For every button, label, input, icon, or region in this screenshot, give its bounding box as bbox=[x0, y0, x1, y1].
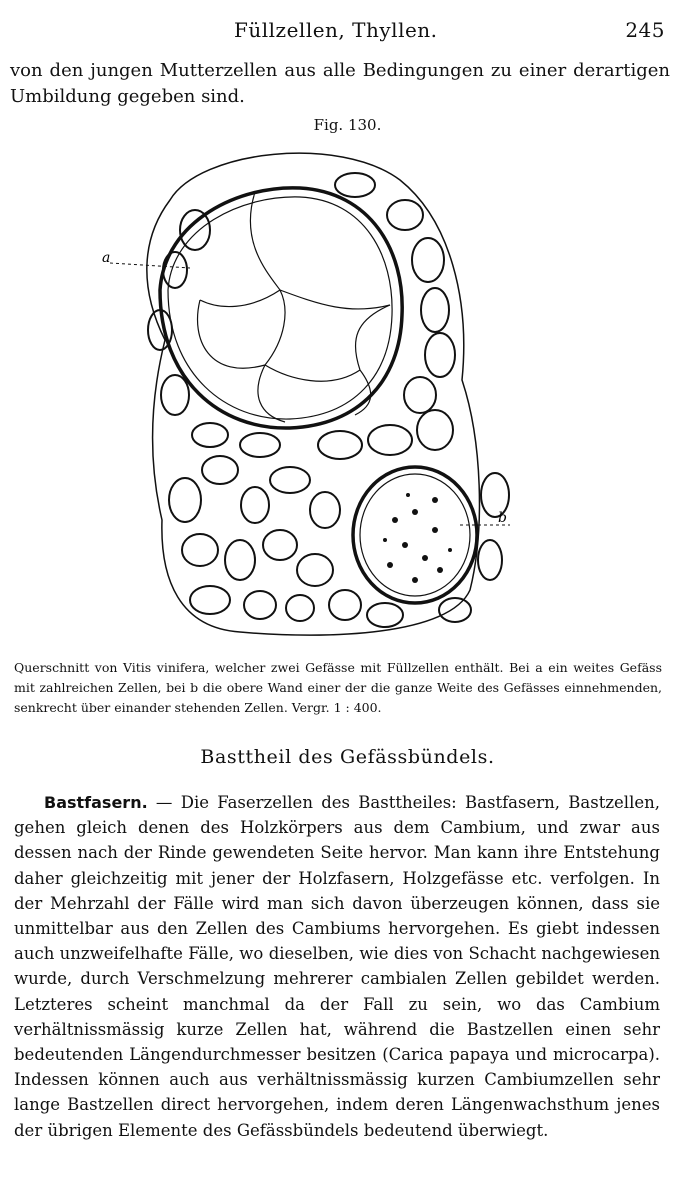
figure-caption: Querschnitt von Vitis vinifera, welcher zwei Gefässe mit Füllzellen enthält. Bei a ein weites Gefäss mit zahlreichen Zellen, bei b die obere Wand einer der die ganze Weite des Gefässes einnehmenden, senkrecht über einander stehenden Zellen. Vergr. 1 : 400. bbox=[14, 660, 662, 715]
section-heading: Basttheil des Gefässbündels. bbox=[200, 746, 495, 768]
figure-marker-b: b bbox=[498, 510, 507, 526]
running-head-title: Füllzellen, Thyllen. bbox=[234, 18, 438, 42]
running-head bbox=[14, 18, 665, 46]
figure-illustration bbox=[90, 140, 510, 640]
paragraph-lead: Bastfasern. bbox=[44, 793, 148, 812]
figure-label: Fig. 130. bbox=[313, 116, 382, 134]
intro-paragraph: von den jungen Mutterzellen aus alle Bedingungen zu einer derartigen Umbildung gegeben sind. bbox=[10, 60, 670, 107]
page-number: 245 bbox=[625, 18, 665, 42]
cross-section-drawing bbox=[90, 140, 510, 640]
body-paragraph bbox=[14, 790, 660, 1143]
figure-marker-a: a bbox=[102, 250, 111, 266]
paragraph-text: — Die Faserzellen des Basttheiles: Bastfasern, Bastzellen, gehen gleich denen des Holzkörpers aus dem Cambium, und zwar aus dessen nach der Rinde gewendeten Seite hervor. Man kann ihre Entstehung daher gleichzeitig mit jener der Holzfasern, Holzgefässe etc. verfolgen. In der Mehrzahl der Fälle wird man sich davon überzeugen können, dass sie unmittelbar aus den Zellen des Cambiums hervorgehen. Es giebt indessen auch unzweifelhafte Fälle, wo dieselben, wie dies von Schacht nachgewiesen wurde, durch Verschmelzung mehrerer cambialen Zellen gebildet werden. Letzteres scheint manchmal da der Fall zu sein, wo das Cambium verhältnissmässig kurze Zellen hat, während die Bastzellen einen sehr bedeutenden Längendurchmesser besitzen (Carica papaya und microcarpa). Indessen können auch aus verhältnissmässig kurzen Cambiumzellen sehr lange Bastzellen direct hervorgehen, indem deren Längenwachsthum jenes der übrigen Elemente des Gefässbündels bedeutend überwiegt. bbox=[14, 793, 660, 1140]
